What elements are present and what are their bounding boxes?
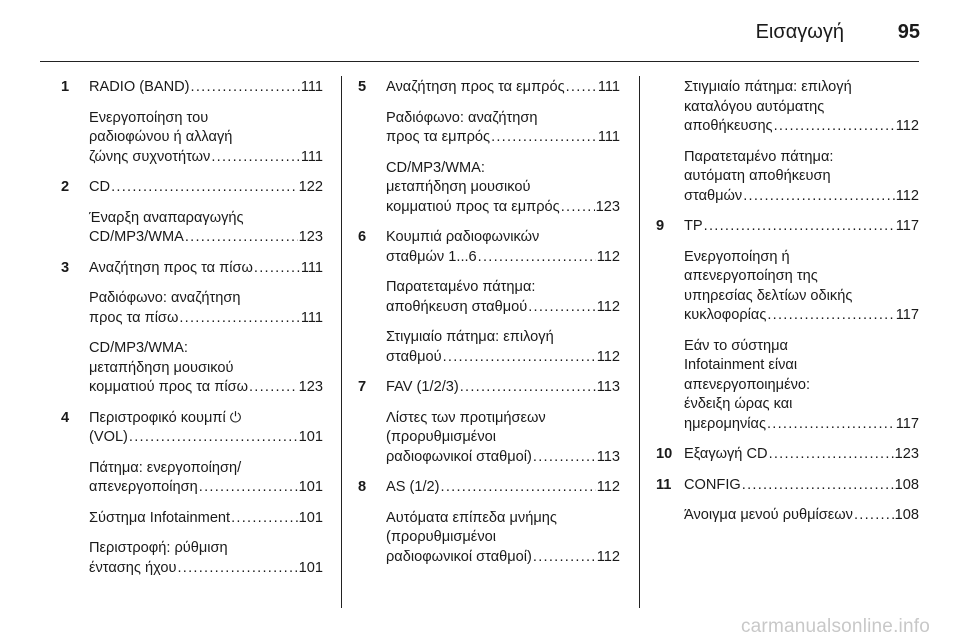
entry-line (684, 187, 919, 207)
dot-leader (533, 548, 596, 568)
entry-text: Εάν το σύστημα (684, 337, 788, 354)
page-reference[interactable]: 117 (895, 307, 919, 323)
index-entry (61, 259, 323, 279)
entry-line (386, 528, 620, 548)
page-reference[interactable]: 111 (300, 79, 323, 95)
entry-line (386, 159, 620, 179)
dot-leader (767, 415, 895, 435)
entry-text: κομματιού προς τα πίσω (89, 379, 248, 395)
index-entry (358, 109, 620, 148)
index-entry (656, 476, 919, 496)
entry-line (386, 548, 620, 568)
dot-leader (443, 348, 596, 368)
index-entry (656, 337, 919, 435)
page-reference[interactable]: 122 (298, 179, 323, 195)
section-title: Εισαγωγή (755, 21, 844, 43)
index-entry (358, 159, 620, 218)
control-number: 11 (656, 476, 672, 493)
entry-line (386, 348, 620, 368)
index-entry (358, 78, 620, 98)
entry-line (89, 378, 323, 398)
control-number: 8 (358, 479, 367, 495)
entry-line (89, 409, 323, 429)
page-reference[interactable]: 117 (895, 218, 919, 234)
entry-line (684, 356, 919, 376)
entry-text: CD (89, 179, 111, 195)
index-entry (358, 509, 620, 568)
dot-leader (561, 198, 595, 218)
entry-line (684, 506, 919, 526)
index-entry (358, 278, 620, 317)
entry-text: Αυτόματα επίπεδα μνήμης (386, 509, 557, 526)
dot-leader (199, 478, 298, 498)
entry-line (684, 306, 919, 326)
entry-text: ραδιοφωνικοί σταθμοί) (386, 548, 532, 565)
entry-line (684, 476, 919, 496)
index-entry (61, 339, 323, 398)
entry-line (386, 509, 620, 529)
index-entry (358, 378, 620, 398)
entry-line (386, 298, 620, 318)
entry-line (684, 148, 919, 168)
page-reference[interactable]: 112 (596, 298, 620, 315)
watermark-text: carmanualsonline.info (740, 616, 930, 637)
entry-line (89, 459, 323, 479)
entry-line (386, 198, 620, 218)
dot-leader (769, 445, 894, 465)
page-reference[interactable]: 113 (596, 379, 620, 395)
index-column-3 (656, 78, 919, 537)
entry-line (684, 248, 919, 268)
dot-leader (528, 298, 596, 318)
control-number: 2 (61, 179, 70, 195)
entry-line (684, 78, 919, 98)
page-reference[interactable]: 123 (595, 198, 620, 215)
index-entry (358, 409, 620, 468)
entry-text: έντασης ήχου (89, 559, 177, 576)
entry-text: (προρυθμισμένοι (386, 429, 496, 445)
dot-leader (854, 506, 894, 526)
entry-line (684, 217, 919, 237)
dot-leader (231, 509, 298, 529)
dot-leader (566, 78, 597, 98)
entry-line (684, 376, 919, 396)
entry-line (89, 509, 323, 529)
entry-text: AS (1/2) (386, 479, 440, 495)
entry-text: σταθμού (386, 348, 442, 365)
dot-leader (179, 309, 299, 329)
entry-text: Παρατεταμένο πάτημα: (684, 148, 834, 165)
entry-line (89, 209, 323, 229)
page-reference[interactable]: 112 (596, 548, 620, 565)
entry-line (684, 98, 919, 118)
page-reference[interactable]: 108 (894, 507, 919, 523)
entry-text: μεταπήδηση μουσικού (89, 359, 234, 376)
entry-text: απενεργοποίηση της (684, 268, 818, 284)
entry-text: Εξαγωγή CD (684, 446, 768, 462)
dot-leader (211, 148, 299, 168)
entry-text: (προρυθμισμένοι (386, 529, 496, 545)
dot-leader (460, 378, 596, 398)
dot-leader (478, 248, 596, 268)
dot-leader (774, 117, 895, 137)
control-number: 6 (358, 229, 367, 245)
entry-text: αποθήκευση σταθμού (386, 298, 528, 315)
page-reference[interactable]: 111 (300, 148, 323, 165)
entry-text: Αναζήτηση προς τα εμπρός (386, 79, 565, 95)
entry-line (684, 267, 919, 287)
index-entry (358, 228, 620, 267)
entry-line (684, 445, 919, 465)
entry-line (89, 289, 323, 309)
dot-leader (191, 78, 300, 98)
dot-leader (249, 378, 298, 398)
control-number: 10 (656, 446, 673, 462)
page-reference[interactable]: 101 (298, 429, 323, 445)
header-divider (40, 61, 919, 62)
entry-line (386, 109, 620, 129)
index-entry (61, 539, 323, 578)
entry-text: Κουμπιά ραδιοφωνικών (386, 229, 540, 245)
page-reference[interactable]: 101 (298, 509, 323, 526)
entry-line (89, 339, 323, 359)
entry-line (684, 167, 919, 187)
entry-line (684, 337, 919, 357)
page-reference[interactable]: 111 (597, 129, 620, 145)
entry-line (386, 448, 620, 468)
entry-text: κομματιού προς τα εμπρός (386, 198, 560, 215)
entry-text: ζώνης συχνοτήτων (89, 148, 211, 165)
index-entry (656, 506, 919, 526)
entry-line (89, 109, 323, 129)
entry-text: Παρατεταμένο πάτημα: (386, 279, 536, 295)
index-column-1 (61, 78, 323, 589)
page-reference[interactable]: 112 (895, 118, 919, 134)
column-divider-1 (341, 76, 342, 608)
dot-leader (111, 178, 298, 198)
entry-line (386, 478, 620, 498)
entry-text: Στιγμιαίο πάτημα: επιλογή (684, 79, 852, 95)
page-reference[interactable]: 101 (298, 559, 323, 576)
entry-text: CONFIG (684, 476, 741, 493)
entry-line (89, 359, 323, 379)
page-reference[interactable]: 112 (596, 248, 620, 265)
dot-leader (491, 128, 597, 148)
dot-leader (185, 228, 298, 248)
entry-text: Στιγμιαίο πάτημα: επιλογή (386, 329, 554, 345)
entry-line (684, 415, 919, 435)
entry-text: Περιστροφή: ρύθμιση (89, 540, 228, 556)
page-reference[interactable]: 123 (298, 379, 323, 395)
control-number: 3 (61, 259, 70, 276)
index-entry (358, 478, 620, 498)
entry-text: υπηρεσίας δελτίων οδικής (684, 287, 853, 304)
entry-text: μεταπήδηση μουσικού (386, 179, 531, 195)
entry-line (89, 478, 323, 498)
entry-text: CD/MP3/WMA (89, 229, 184, 245)
entry-text: ένδειξη ώρας και (684, 396, 793, 412)
entry-text: Περιστροφικό κουμπί ⏻ (89, 409, 242, 426)
entry-line (386, 278, 620, 298)
index-entry (656, 445, 919, 465)
entry-line (89, 539, 323, 559)
entry-text: προς τα εμπρός (386, 129, 491, 145)
entry-line (386, 409, 620, 429)
index-entry (61, 109, 323, 168)
entry-text: Έναρξη αναπαραγωγής (89, 209, 244, 226)
control-number: 5 (358, 79, 367, 95)
entry-line (386, 78, 620, 98)
dot-leader (441, 478, 596, 498)
dot-leader (533, 448, 596, 468)
entry-text: ραδιοφώνου ή αλλαγή (89, 129, 233, 145)
entry-line (89, 178, 323, 198)
entry-text: αποθήκευσης (684, 118, 773, 134)
entry-text: σταθμών (684, 187, 743, 204)
entry-line (89, 128, 323, 148)
entry-text: αυτόματη αποθήκευση (684, 168, 831, 184)
page-reference[interactable]: 123 (298, 229, 323, 245)
page-reference[interactable]: 111 (300, 309, 323, 326)
entry-text: FAV (1/2/3) (386, 379, 459, 395)
entry-line (684, 117, 919, 137)
dot-leader (767, 306, 894, 326)
entry-text: Infotainment είναι (684, 357, 798, 373)
entry-line (89, 559, 323, 579)
dot-leader (178, 559, 298, 579)
entry-text: κυκλοφορίας (684, 307, 767, 323)
entry-text: RADIO (BAND) (89, 79, 190, 95)
page-reference[interactable]: 111 (300, 259, 323, 276)
entry-text: ημερομηνίας (684, 415, 766, 432)
entry-text: TP (684, 218, 703, 234)
entry-line (89, 309, 323, 329)
page-reference[interactable]: 111 (597, 79, 620, 95)
control-number: 4 (61, 409, 70, 426)
entry-text: καταλόγου αυτόματης (684, 98, 825, 115)
page-header (0, 0, 960, 62)
index-entry (61, 509, 323, 529)
index-column-2 (358, 78, 620, 578)
entry-line (386, 428, 620, 448)
entry-line (89, 78, 323, 98)
entry-line (89, 148, 323, 168)
page-reference[interactable]: 112 (596, 348, 620, 365)
index-entry (656, 78, 919, 137)
entry-text: Ενεργοποίηση του (89, 109, 209, 126)
index-entry (656, 148, 919, 207)
entry-line (386, 228, 620, 248)
page-reference[interactable]: 123 (894, 446, 919, 462)
entry-text: Ραδιόφωνο: αναζήτηση (89, 290, 241, 306)
dot-leader (743, 187, 895, 207)
page-reference[interactable]: 108 (894, 476, 919, 493)
index-entry (61, 78, 323, 98)
page-reference[interactable]: 117 (895, 415, 919, 432)
entry-text: Ενεργοποίηση ή (684, 248, 790, 265)
index-entry (358, 328, 620, 367)
entry-line (386, 378, 620, 398)
entry-line (684, 395, 919, 415)
control-number: 1 (61, 79, 70, 95)
page-reference[interactable]: 101 (298, 479, 323, 495)
entry-text: Πάτημα: ενεργοποίηση/ (89, 459, 242, 476)
entry-text: απενεργοποίηση (89, 479, 198, 495)
control-number: 9 (656, 218, 665, 234)
entry-text: Άνοιγμα μενού ρυθμίσεων (684, 507, 853, 523)
dot-leader (129, 428, 298, 448)
entry-text: προς τα πίσω (89, 309, 179, 326)
entry-line (89, 228, 323, 248)
entry-text: ραδιοφωνικοί σταθμοί) (386, 448, 532, 465)
page-reference[interactable]: 112 (895, 187, 919, 204)
page-number: 95 (897, 21, 920, 43)
entry-text: CD/MP3/WMA: (89, 340, 188, 356)
entry-text: απενεργοποιημένο: (684, 376, 811, 393)
entry-line (386, 128, 620, 148)
index-entry (61, 209, 323, 248)
dot-leader (742, 476, 894, 496)
entry-text: Λίστες των προτιμήσεων (386, 409, 546, 426)
entry-text: CD/MP3/WMA: (386, 159, 485, 176)
entry-line (684, 287, 919, 307)
entry-text: Ραδιόφωνο: αναζήτηση (386, 109, 538, 126)
entry-text: Σύστημα Infotainment (89, 509, 231, 526)
entry-line (89, 428, 323, 448)
index-entry (656, 248, 919, 326)
index-entry (61, 178, 323, 198)
page-reference[interactable]: 112 (596, 479, 620, 495)
column-divider-2 (639, 76, 640, 608)
entry-line (386, 248, 620, 268)
control-number: 7 (358, 379, 367, 395)
index-entry (61, 289, 323, 328)
dot-leader (254, 259, 300, 279)
entry-line (386, 328, 620, 348)
index-entry (61, 459, 323, 498)
entry-text: (VOL) (89, 429, 128, 445)
entry-text: Αναζήτηση προς τα πίσω (89, 259, 253, 276)
index-entry (656, 217, 919, 237)
entry-line (89, 259, 323, 279)
index-entry (61, 409, 323, 448)
entry-line (386, 178, 620, 198)
entry-text: σταθμών 1...6 (386, 248, 477, 265)
dot-leader (704, 217, 895, 237)
page-reference[interactable]: 113 (596, 448, 620, 465)
